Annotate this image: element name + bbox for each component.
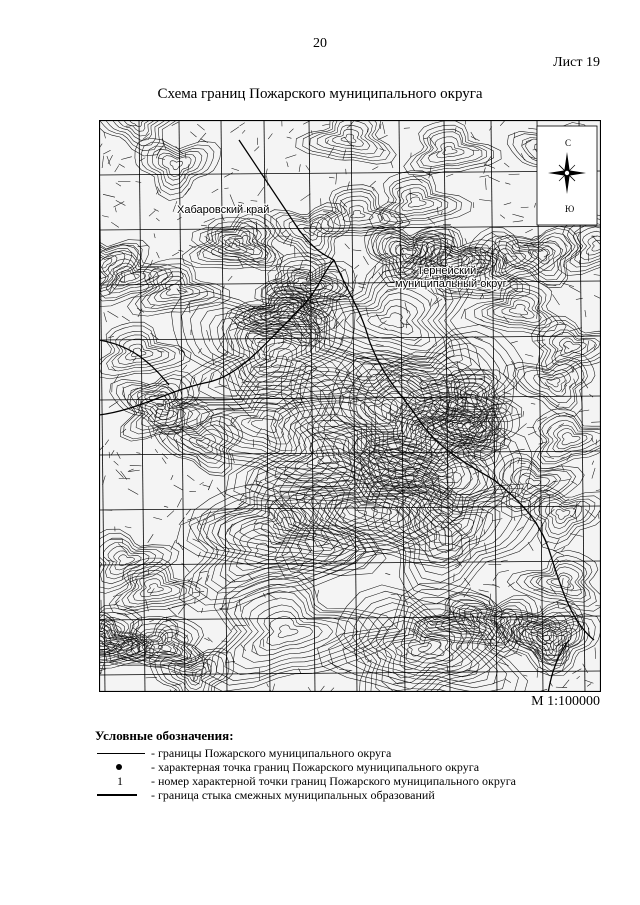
page-number: 20 [313,36,327,51]
legend-item-junction [95,788,615,802]
page-title: Схема границ Пожарского муниципального округа [157,86,483,102]
khabarovsk-label-text: Хабаровский край [177,204,270,216]
legend-item-text: - граница стыка смежных муниципальных образований [151,788,435,802]
compass-north: С [565,138,572,148]
sheet-label: Лист 19 [553,55,600,70]
legend [95,728,615,802]
compass-south: Ю [565,204,575,214]
legend-item-text: - номер характерной точки границ Пожарского муниципального округа [151,774,516,788]
junction-line-symbol [95,788,150,802]
legend-item-text: - характерная точка границ Пожарского муниципального округа [151,760,480,774]
terney-label-line1: Тернейский [417,265,477,277]
khabarovsk-label [177,204,269,216]
compass-rose [537,126,597,225]
legend-title: Условные обозначения: [95,728,234,743]
legend-item-boundary [95,746,615,760]
boundary-line-symbol [95,746,150,760]
point-number-symbol: 1 [117,774,123,788]
terney-label-line2: муниципальный округ [395,278,507,290]
point-dot-symbol [95,760,150,774]
topographic-map[interactable] [99,120,601,692]
legend-item-point [95,760,615,774]
legend-item-text: - границы Пожарского муниципального округа [151,746,392,760]
legend-item-point-number [95,774,615,788]
map-scale: М 1:100000 [531,694,600,709]
